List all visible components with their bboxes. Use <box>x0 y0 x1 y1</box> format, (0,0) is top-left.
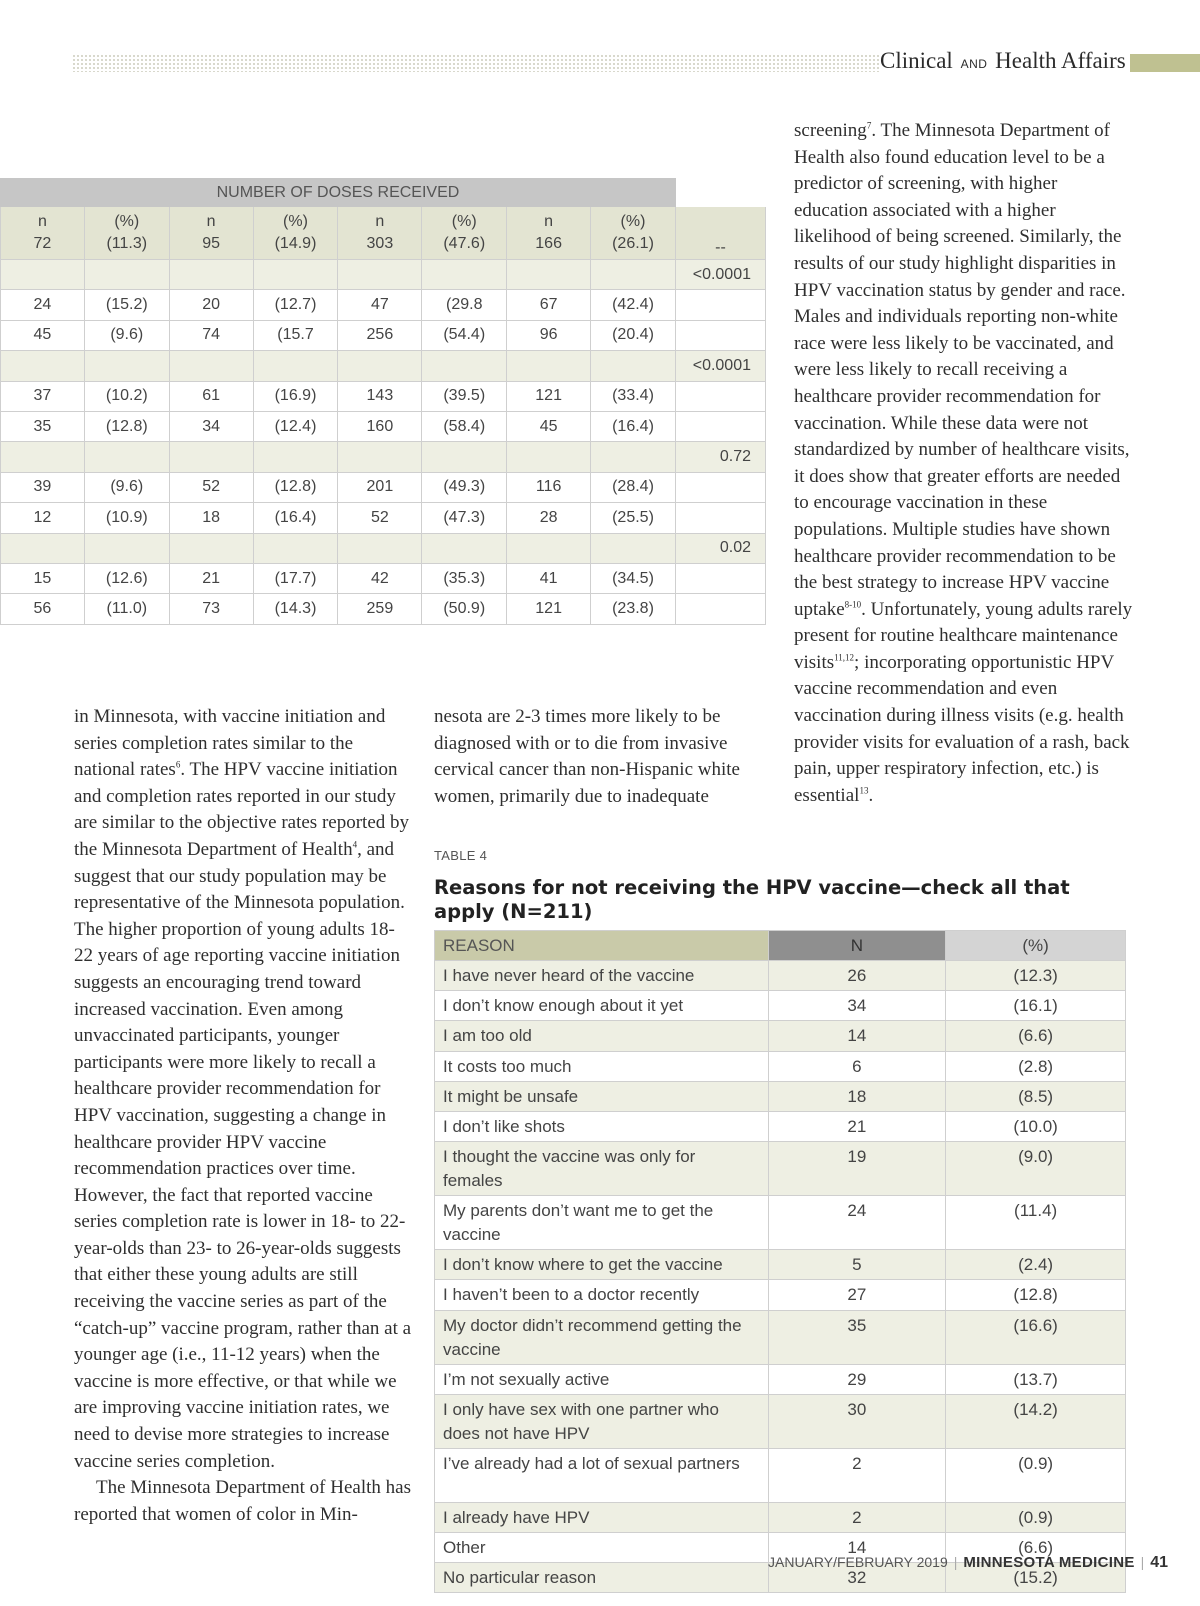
section-title-and: AND <box>960 57 988 71</box>
header-total: 95 <box>202 235 221 252</box>
header-label: n <box>206 213 216 230</box>
count-cell: 24 <box>768 1196 946 1250</box>
table-3-cell: (49.3) <box>422 472 507 502</box>
percent-cell: (13.7) <box>946 1364 1126 1394</box>
percent-cell: (12.8) <box>946 1280 1126 1310</box>
percent-cell: (9.0) <box>946 1142 1126 1196</box>
table-3-cell: (12.6) <box>84 563 169 593</box>
table-3-cell: (23.8) <box>591 594 676 624</box>
table-3-banner-row <box>1 179 766 207</box>
reason-cell: I thought the vaccine was only for females <box>435 1142 769 1196</box>
table-3-cell <box>338 260 422 290</box>
header-label: n <box>544 213 554 230</box>
p-value-cell <box>675 290 765 320</box>
table-4-row <box>435 961 1126 991</box>
table-3-cell <box>169 351 253 381</box>
percent-cell: (10.0) <box>946 1111 1126 1141</box>
table-3-cell <box>169 260 253 290</box>
table-3-cell <box>507 533 591 563</box>
percent-cell: (16.1) <box>946 991 1126 1021</box>
paragraph-screening: screening$^7$. The Minnesota Department of Health also found education level to be a predictor of screening, with higher education associated with a higher likelihood of being screened. Similarly, the results of our study highlight disparities in HPV vaccination status by gender and race. Males and individuals reporting non-white race were less likely to be vaccinated, and were less likely to recall receiving a healthcare provider recommendation for vaccination. While these data were not standardized by number of healthcare visits, it does show that greater efforts are needed to encourage vaccination in these populations. Multiple studies have shown healthcare provider recommendation to be the best strategy to increase HPV vaccine uptake$^{8-10}$. Unfortunately, young adults rarely present for routine healthcare maintenance visits$^{11,12}$; incorporating opportunistic HPV vaccine recommendation and even vaccination during illness visits (e.g. health provider visits for evaluation of a rash, back pain, upper respiratory infection, etc.) is essential$^{13}$. <box>794 120 1133 806</box>
table-3-cell: 41 <box>507 563 591 593</box>
table-3-cell <box>1 442 85 472</box>
table-3-row <box>1 594 766 624</box>
table-3-cell: 73 <box>169 594 253 624</box>
reason-cell: I already have HPV <box>435 1502 769 1532</box>
table-3-cell: 67 <box>507 290 591 320</box>
percent-cell: (6.6) <box>946 1532 1126 1562</box>
table-4-reasons <box>434 930 1126 1593</box>
table-3-cell: 74 <box>169 320 253 350</box>
percent-cell: (0.9) <box>946 1502 1126 1532</box>
header-label: (%) <box>283 213 308 230</box>
reason-cell: I don’t know enough about it yet <box>435 991 769 1021</box>
table-3-header-cell <box>169 207 253 260</box>
header-total: (26.1) <box>612 235 654 252</box>
footer-issue: JANUARY/FEBRUARY 2019 <box>768 1554 948 1570</box>
table-3-cell: 39 <box>1 472 85 502</box>
reason-cell: I have never heard of the vaccine <box>435 961 769 991</box>
citation: 13 <box>859 785 869 796</box>
table-4-row <box>435 991 1126 1021</box>
footer-separator: | <box>953 1554 958 1570</box>
reason-cell: I don’t like shots <box>435 1111 769 1141</box>
table-3-cell: 143 <box>338 381 422 411</box>
table-3-cell <box>169 533 253 563</box>
table-3-row <box>1 411 766 441</box>
table-3-cell <box>422 442 507 472</box>
table-3-banner: NUMBER OF DOSES RECEIVED <box>1 179 676 207</box>
table-3-cell: 96 <box>507 320 591 350</box>
table-3-cell <box>253 260 338 290</box>
percent-cell: (2.4) <box>946 1250 1126 1280</box>
table-3-cell: (9.6) <box>84 320 169 350</box>
table-3-cell: (12.8) <box>253 472 338 502</box>
table-3-cell: (34.5) <box>591 563 676 593</box>
table-3-cell: (15.7 <box>253 320 338 350</box>
table-3-cell: (12.7) <box>253 290 338 320</box>
p-value-cell <box>675 320 765 350</box>
table-3-header-cell <box>338 207 422 260</box>
table-3-cell: (12.8) <box>84 411 169 441</box>
p-value-cell: 0.72 <box>675 442 765 472</box>
table-3-cell: 35 <box>1 411 85 441</box>
table-3-cell <box>253 351 338 381</box>
table-3-cell: 20 <box>169 290 253 320</box>
table-3-cell: (20.4) <box>591 320 676 350</box>
table-4-label: TABLE 4 <box>434 848 488 863</box>
table-3-cell <box>1 351 85 381</box>
body-column-1 <box>74 704 412 1528</box>
table-3-cell <box>253 442 338 472</box>
count-cell: 26 <box>768 961 946 991</box>
table-3-cell <box>169 442 253 472</box>
count-cell: 2 <box>768 1448 946 1502</box>
count-cell: 14 <box>768 1021 946 1051</box>
table-3-cell: (42.4) <box>591 290 676 320</box>
reason-cell: No particular reason <box>435 1563 769 1593</box>
page-footer <box>768 1554 1168 1572</box>
table-4-row <box>435 1142 1126 1196</box>
table-3-cell: (16.4) <box>591 411 676 441</box>
table-3-cell: (25.5) <box>591 503 676 533</box>
table-3-cell <box>507 260 591 290</box>
table-3-cell <box>507 442 591 472</box>
table-3-cell: 52 <box>338 503 422 533</box>
table-3-cell <box>591 260 676 290</box>
header-label: n <box>37 213 47 230</box>
table-3-cell: 56 <box>1 594 85 624</box>
table-3-header-cell <box>591 207 676 260</box>
table-3-cell <box>591 351 676 381</box>
header-label: (%) <box>114 213 140 230</box>
page-number: 41 <box>1150 1554 1169 1571</box>
table-3-cell <box>422 260 507 290</box>
table-3-cell: (15.2) <box>84 290 169 320</box>
table-3-cell: (14.3) <box>253 594 338 624</box>
footer-magazine: MINNESOTA MEDICINE <box>963 1554 1135 1571</box>
p-value-cell <box>675 411 765 441</box>
table-3-cell: (29.8 <box>422 290 507 320</box>
reason-cell: I don’t know where to get the vaccine <box>435 1250 769 1280</box>
table-3-cell <box>84 533 169 563</box>
column-header-n: N <box>768 931 946 961</box>
table-4-row <box>435 1394 1126 1448</box>
table-3-cell <box>422 533 507 563</box>
table-3-cell <box>338 533 422 563</box>
table-3-row <box>1 472 766 502</box>
table-3-cell: 45 <box>1 320 85 350</box>
table-3-cell: 259 <box>338 594 422 624</box>
table-4-row <box>435 1051 1126 1081</box>
table-3-cell <box>338 442 422 472</box>
table-3-group-row <box>1 351 766 381</box>
citation: 6 <box>175 759 181 770</box>
reason-cell: I only have sex with one partner who does not have HPV <box>435 1394 769 1448</box>
table-3-cell <box>253 533 338 563</box>
table-3-row <box>1 503 766 533</box>
percent-cell: (8.5) <box>946 1081 1126 1111</box>
header-total: (47.6) <box>443 235 486 252</box>
table-3-cell <box>507 351 591 381</box>
table-3-cell <box>422 351 507 381</box>
reason-cell: I’ve already had a lot of sexual partners <box>435 1448 769 1502</box>
citation: 4 <box>352 839 358 850</box>
table-3-cell: 18 <box>169 503 253 533</box>
table-4-row <box>435 1081 1126 1111</box>
table-3-header-cell <box>1 207 85 260</box>
section-title-clinical: Clinical <box>880 48 953 73</box>
count-cell: 14 <box>768 1532 946 1562</box>
header-total: 166 <box>535 235 562 252</box>
table-3-cell: (58.4) <box>422 411 507 441</box>
p-value-cell <box>675 594 765 624</box>
table-4-row <box>435 1502 1126 1532</box>
count-cell: 34 <box>768 991 946 1021</box>
table-3-cell: 52 <box>169 472 253 502</box>
table-3-cell: (11.0) <box>84 594 169 624</box>
citation: 11,12 <box>834 652 855 663</box>
table-3-group-row <box>1 260 766 290</box>
table-3-cell: 21 <box>169 563 253 593</box>
table-3-cell: 61 <box>169 381 253 411</box>
section-title <box>880 48 1126 74</box>
table-3-group-row <box>1 442 766 472</box>
count-cell: 21 <box>768 1111 946 1141</box>
table-3-cell: 24 <box>1 290 85 320</box>
table-3-row <box>1 320 766 350</box>
reason-cell: My parents don’t want me to get the vaccine <box>435 1196 769 1250</box>
table-3-cell <box>1 260 85 290</box>
table-3-cell <box>591 533 676 563</box>
column-header-percent: (%) <box>946 931 1126 961</box>
count-cell: 27 <box>768 1280 946 1310</box>
table-3-cell: 121 <box>507 381 591 411</box>
paragraph-cervical-cancer: nesota are 2-3 times more likely to be diagnosed with or to die from invasive cervical cancer than non-Hispanic white women, primarily due to inadequate <box>434 706 740 807</box>
table-3-cell: 42 <box>338 563 422 593</box>
table-3-header-cell <box>84 207 169 260</box>
table-3-cell: (16.9) <box>253 381 338 411</box>
reason-cell: My doctor didn’t recommend getting the vaccine <box>435 1310 769 1364</box>
table-4-row <box>435 1448 1126 1502</box>
section-title-health-affairs: Health Affairs <box>995 48 1126 73</box>
header-label <box>680 215 761 237</box>
table-4-row <box>435 1250 1126 1280</box>
table-3-cell: (47.3) <box>422 503 507 533</box>
citation: 7 <box>866 120 872 131</box>
table-3-cell: 28 <box>507 503 591 533</box>
count-cell: 18 <box>768 1081 946 1111</box>
table-3-cell <box>338 351 422 381</box>
table-4-row <box>435 1364 1126 1394</box>
table-3-cell: (54.4) <box>422 320 507 350</box>
table-4-row <box>435 1021 1126 1051</box>
header-dot-pattern <box>72 54 880 72</box>
table-3-cell <box>84 351 169 381</box>
table-3-cell: 45 <box>507 411 591 441</box>
header-total: (14.9) <box>274 235 317 252</box>
column-header-reason: REASON <box>435 931 769 961</box>
reason-cell: I haven’t been to a doctor recently <box>435 1280 769 1310</box>
table-3-banner-blank <box>675 179 765 207</box>
table-3-header-cell <box>253 207 338 260</box>
table-4-row <box>435 1280 1126 1310</box>
paragraph-vaccine-rates: in Minnesota, with vaccine initiation and series completion rates similar to the national rates$^6$. The HPV vaccine initiation and completion rates reported in our study are similar to the objective rates reported by the Minnesota Department of Health$^4$, and suggest that our study population may be representative of the Minnesota population. The higher proportion of young adults 18-22 years of age reporting vaccine initiation suggests an encouraging trend toward increased vaccination. Even among unvaccinated participants, younger participants were more likely to recall a healthcare provider recommendation for HPV vaccination, suggesting a change in healthcare provider HPV vaccine recommendation practices over time. However, the fact that reported vaccine series completion rate is lower in 18- to 22-year-olds than 23- to 26-year-olds suggests that either these young adults are still receiving the vaccine series as part of the “catch-up” vaccine program, rather than at a younger age (i.e., 11-12 years) when the vaccine is more effective, or that while we are improving vaccine initiation rates, we need to devise more strategies to increase vaccine series completion. <box>74 706 412 1472</box>
table-3-header-row <box>1 207 766 260</box>
footer-separator: | <box>1140 1554 1145 1570</box>
table-3-cell <box>591 442 676 472</box>
table-3-cell: (33.4) <box>591 381 676 411</box>
percent-cell: (11.4) <box>946 1196 1126 1250</box>
table-4-row <box>435 1310 1126 1364</box>
table-4-header-row <box>435 931 1126 961</box>
table-3-cell: 121 <box>507 594 591 624</box>
table-3-group-row <box>1 533 766 563</box>
header-total: 303 <box>366 235 394 252</box>
table-3-header-cell <box>675 207 765 260</box>
table-4-row <box>435 1111 1126 1141</box>
header-label: (%) <box>451 213 477 230</box>
body-column-2 <box>434 704 764 810</box>
p-value-cell <box>675 503 765 533</box>
count-cell: 32 <box>768 1563 946 1593</box>
table-3-row <box>1 381 766 411</box>
p-value-cell <box>675 472 765 502</box>
table-3-cell: (16.4) <box>253 503 338 533</box>
table-3-cell <box>1 533 85 563</box>
p-value-cell: <0.0001 <box>675 351 765 381</box>
p-value-cell <box>675 563 765 593</box>
count-cell: 2 <box>768 1502 946 1532</box>
table-3-cell: (9.6) <box>84 472 169 502</box>
table-3-cell <box>84 260 169 290</box>
table-3-cell: (10.9) <box>84 503 169 533</box>
table-3-cell: (35.3) <box>422 563 507 593</box>
table-3-cell <box>84 442 169 472</box>
percent-cell: (16.6) <box>946 1310 1126 1364</box>
percent-cell: (15.2) <box>946 1563 1126 1593</box>
citation: 8-10 <box>844 599 862 610</box>
table-3-row <box>1 563 766 593</box>
header-label: (%) <box>620 213 646 230</box>
reason-cell: It costs too much <box>435 1051 769 1081</box>
count-cell: 5 <box>768 1250 946 1280</box>
body-column-3 <box>794 118 1134 809</box>
table-3-header-cell <box>422 207 507 260</box>
table-4-row <box>435 1196 1126 1250</box>
table-3-cell: (12.4) <box>253 411 338 441</box>
count-cell: 30 <box>768 1394 946 1448</box>
table-3-cell: (17.7) <box>253 563 338 593</box>
header-total: 72 <box>33 235 52 252</box>
table-3-header-cell <box>507 207 591 260</box>
count-cell: 6 <box>768 1051 946 1081</box>
percent-cell: (0.9) <box>946 1448 1126 1502</box>
table-3-cell: 34 <box>169 411 253 441</box>
table-3-cell: 15 <box>1 563 85 593</box>
p-value-cell: <0.0001 <box>675 260 765 290</box>
table-3-cell: 47 <box>338 290 422 320</box>
percent-cell: (12.3) <box>946 961 1126 991</box>
header-accent-bar <box>1130 54 1200 72</box>
table-3-cell: 160 <box>338 411 422 441</box>
count-cell: 19 <box>768 1142 946 1196</box>
p-value-cell: 0.02 <box>675 533 765 563</box>
table-3-cell: 37 <box>1 381 85 411</box>
count-cell: 35 <box>768 1310 946 1364</box>
table-3-cell: 256 <box>338 320 422 350</box>
percent-cell: (6.6) <box>946 1021 1126 1051</box>
table-3-cell: 12 <box>1 503 85 533</box>
table-3-doses <box>0 178 766 625</box>
table-3-cell: 201 <box>338 472 422 502</box>
table-4-title: Reasons for not receiving the HPV vaccine—check all that apply (N=211) <box>434 876 1070 923</box>
percent-cell: (2.8) <box>946 1051 1126 1081</box>
table-3-cell: (28.4) <box>591 472 676 502</box>
table-3-cell: (10.2) <box>84 381 169 411</box>
reason-cell: I am too old <box>435 1021 769 1051</box>
percent-cell: (14.2) <box>946 1394 1126 1448</box>
reason-cell: I’m not sexually active <box>435 1364 769 1394</box>
reason-cell: Other <box>435 1532 769 1562</box>
table-3-cell: (50.9) <box>422 594 507 624</box>
reason-cell: It might be unsafe <box>435 1081 769 1111</box>
paragraph-women-of-color: The Minnesota Department of Health has reported that women of color in Min- <box>74 1477 411 1525</box>
table-3-cell: 116 <box>507 472 591 502</box>
header-total: -- <box>715 239 726 256</box>
table-3-row <box>1 290 766 320</box>
p-value-cell <box>675 381 765 411</box>
header-label: n <box>375 213 385 230</box>
table-3-cell: (39.5) <box>422 381 507 411</box>
count-cell: 29 <box>768 1364 946 1394</box>
header-total: (11.3) <box>106 235 148 252</box>
